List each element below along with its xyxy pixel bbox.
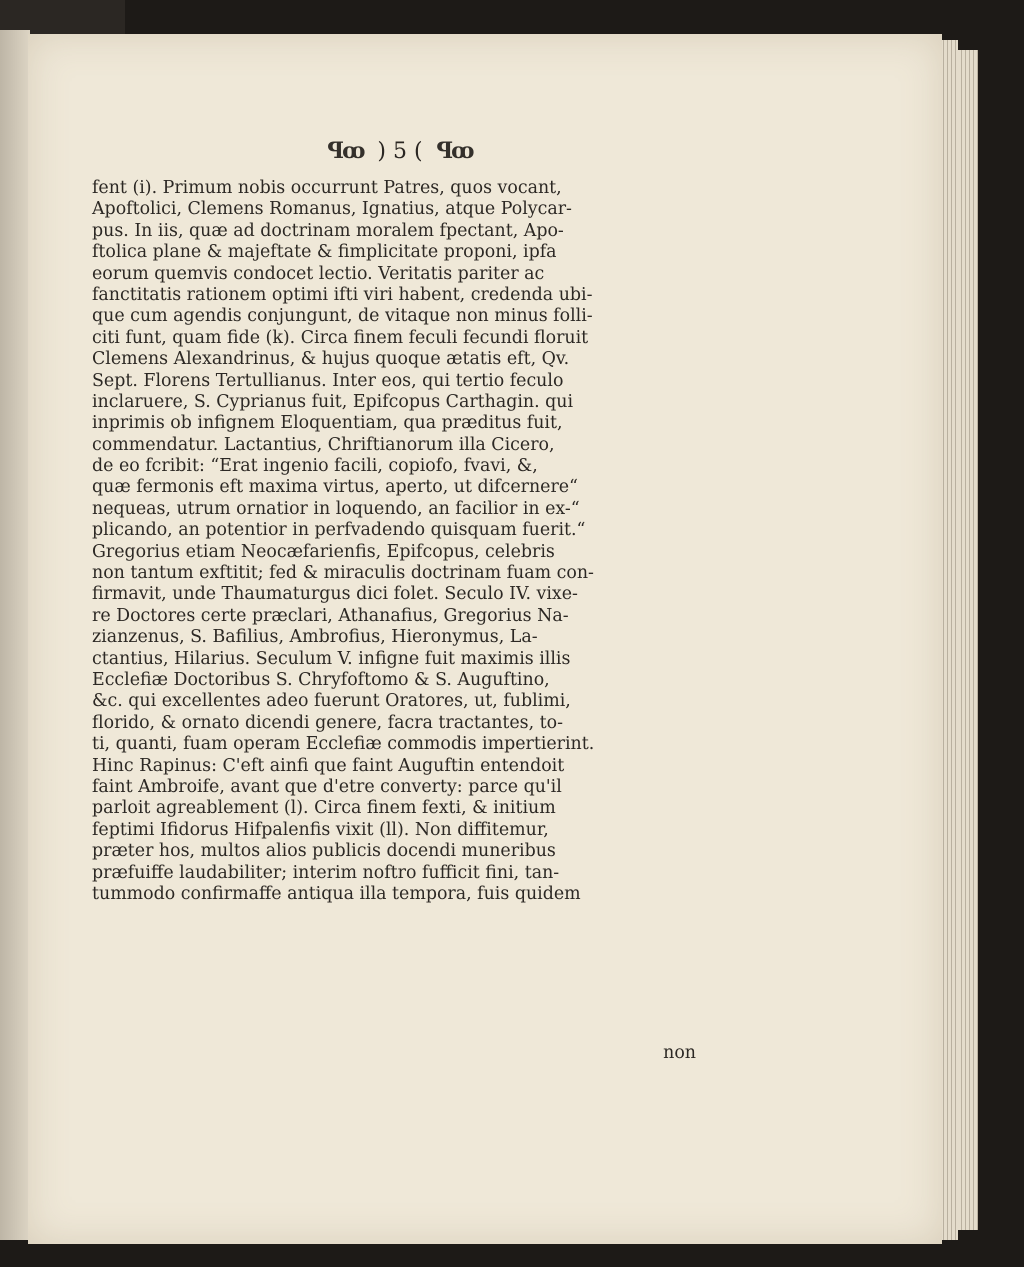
- text-line: de eo fcribit: “Erat ingenio facili, copiofo, fvavi, &,: [92, 456, 538, 477]
- page-edges: [940, 40, 958, 1240]
- text-line: inclaruere, S. Cyprianus fuit, Epifcopus Carthagin. qui: [92, 391, 574, 412]
- catchword: non: [663, 1043, 696, 1063]
- text-line: feptimi Ifidorus Hifpalenfis vixit (ll). Non diffitemur,: [92, 819, 549, 840]
- text-line: plicando, an potentior in perfvadendo quisquam fuerit.“: [92, 520, 586, 541]
- text-line: firmavit, unde Thaumaturgus dici folet. Seculo IV. vixe-: [92, 584, 578, 605]
- text-line: ftolica plane & majeftate & fimplicitate proponi, ipfa: [92, 242, 557, 263]
- text-line: non tantum exftitit; fed & miraculis doctrinam fuam con-: [92, 563, 594, 584]
- text-line: commendatur. Lactantius, Chriftianorum illa Cicero,: [92, 434, 555, 455]
- text-line: parloit agreablement (l). Circa finem fexti, & initium: [92, 798, 556, 819]
- book-spine-shadow: [0, 0, 125, 34]
- text-line: faint Ambroife, avant que d'etre converty: parce qu'il: [92, 776, 562, 797]
- text-line: citi funt, quam fide (k). Circa finem feculi fecundi floruit: [92, 327, 589, 348]
- body-text: [92, 178, 696, 905]
- text-line: Apoftolici, Clemens Romanus, Ignatius, atque Polycar-: [92, 199, 572, 220]
- text-line: Ecclefiæ Doctoribus S. Chryfoftomo & S. Auguftino,: [92, 669, 550, 690]
- text-line: Sept. Florens Tertullianus. Inter eos, qui tertio feculo: [92, 370, 564, 391]
- text-line: ctantius, Hilarius. Seculum V. infigne fuit maximis illis: [92, 648, 571, 669]
- running-head: [230, 134, 570, 168]
- text-line: nequeas, utrum ornatior in loquendo, an facilior in ex-“: [92, 498, 580, 519]
- ornament-right: ꟼꝏ: [436, 138, 473, 164]
- text-line: fanctitatis rationem optimi ifti viri habent, credenda ubi-: [92, 284, 593, 305]
- text-line: quæ fermonis eft maxima virtus, aperto, ut difcernere“: [92, 477, 578, 498]
- text-line: præter hos, multos alios publicis docendi muneribus: [92, 841, 556, 862]
- text-line: Hinc Rapinus: C'eft ainfi que faint Auguftin entendoit: [92, 755, 565, 776]
- text-line: eorum quemvis condocet lectio. Veritatis pariter ac: [92, 263, 545, 284]
- text-line: Clemens Alexandrinus, & hujus quoque ætatis eft, Qv.: [92, 349, 570, 370]
- text-line: que cum agendis conjungunt, de vitaque non minus folli-: [92, 306, 593, 327]
- text-line: inprimis ob infignem Eloquentiam, qua præditus fuit,: [92, 413, 563, 434]
- text-line: pus. In iis, quæ ad doctrinam moralem fpectant, Apo-: [92, 220, 564, 241]
- text-line: præfuiffe laudabiliter; interim noftro fufficit fini, tan-: [92, 862, 560, 883]
- text-line: fent (i). Primum nobis occurrunt Patres, quos vocant,: [92, 178, 562, 198]
- text-line: ti, quanti, fuam operam Ecclefiæ commodis impertierint.: [92, 734, 595, 755]
- text-line: re Doctores certe præclari, Athanafius, Gregorius Na-: [92, 605, 569, 626]
- text-line: zianzenus, S. Bafilius, Ambrofius, Hieronymus, La-: [92, 627, 538, 648]
- text-line: florido, & ornato dicendi genere, facra tractantes, to-: [92, 712, 563, 733]
- ornament-left: ꟼꝏ: [327, 138, 364, 164]
- text-line: tummodo confirmaffe antiqua illa tempora, fuis quidem: [92, 883, 581, 904]
- page-edges-outer: [958, 50, 978, 1230]
- text-line: Gregorius etiam Neocæfarienfis, Epifcopus, celebris: [92, 541, 555, 562]
- page-number: ) 5 (: [377, 138, 423, 164]
- gutter-edge: [0, 30, 30, 1240]
- text-line: &c. qui excellentes adeo fuerunt Oratores, ut, fublimi,: [92, 691, 571, 712]
